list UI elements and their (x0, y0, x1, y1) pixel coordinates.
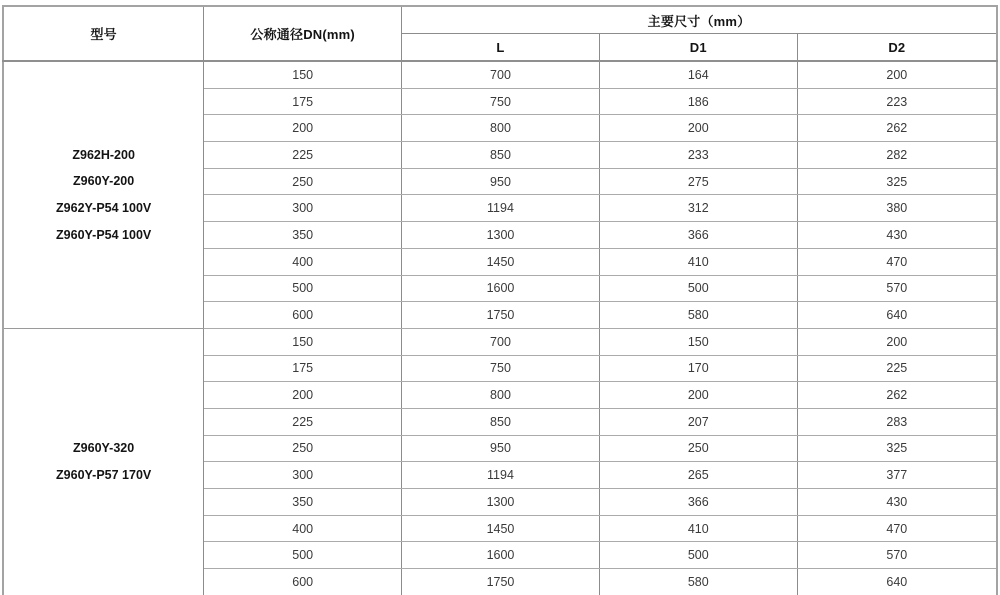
dn-cell: 600 (204, 302, 402, 329)
d2-cell: 325 (797, 168, 997, 195)
l-cell: 1600 (402, 542, 600, 569)
dn-cell: 150 (204, 61, 402, 88)
l-cell: 850 (402, 142, 600, 169)
dn-cell: 225 (204, 142, 402, 169)
dn-cell: 350 (204, 222, 402, 249)
d1-cell: 312 (599, 195, 797, 222)
d2-cell: 282 (797, 142, 997, 169)
d1-cell: 410 (599, 248, 797, 275)
l-cell: 700 (402, 61, 600, 88)
col-header-dn: 公称通径DN(mm) (204, 6, 402, 61)
d2-cell: 262 (797, 115, 997, 142)
d1-cell: 250 (599, 435, 797, 462)
data-row (3, 328, 997, 355)
d1-cell: 265 (599, 462, 797, 489)
d1-cell: 200 (599, 382, 797, 409)
model-cell-group-1 (3, 61, 204, 328)
d2-cell: 223 (797, 88, 997, 115)
d1-cell: 233 (599, 142, 797, 169)
dn-cell: 350 (204, 489, 402, 516)
d2-cell: 283 (797, 408, 997, 435)
header-row-1 (3, 6, 997, 34)
col-header-d2: D2 (797, 34, 997, 62)
d2-cell: 570 (797, 542, 997, 569)
dn-cell: 300 (204, 462, 402, 489)
d2-cell: 570 (797, 275, 997, 302)
dn-cell: 400 (204, 248, 402, 275)
dn-cell: 250 (204, 168, 402, 195)
valve-dimensions-table (2, 5, 998, 595)
col-header-d1: D1 (599, 34, 797, 62)
d2-cell: 640 (797, 569, 997, 595)
d2-cell: 430 (797, 222, 997, 249)
data-row (3, 61, 997, 88)
d1-cell: 186 (599, 88, 797, 115)
d2-cell: 470 (797, 248, 997, 275)
l-cell: 950 (402, 435, 600, 462)
d2-cell: 430 (797, 489, 997, 516)
d1-cell: 200 (599, 115, 797, 142)
dn-cell: 200 (204, 382, 402, 409)
l-cell: 1750 (402, 569, 600, 595)
d2-cell: 377 (797, 462, 997, 489)
spec-table-container (2, 5, 998, 595)
dn-cell: 300 (204, 195, 402, 222)
table-body (3, 61, 997, 595)
dn-cell: 500 (204, 542, 402, 569)
model-cell-group-2 (3, 328, 204, 595)
dn-cell: 225 (204, 408, 402, 435)
l-cell: 850 (402, 408, 600, 435)
d2-cell: 325 (797, 435, 997, 462)
dn-cell: 175 (204, 355, 402, 382)
d1-cell: 580 (599, 302, 797, 329)
d1-cell: 164 (599, 61, 797, 88)
dn-cell: 400 (204, 515, 402, 542)
col-header-l: L (402, 34, 600, 62)
l-cell: 1450 (402, 248, 600, 275)
dn-cell: 600 (204, 569, 402, 595)
model-name: Z960Y-200 (73, 174, 135, 189)
d2-cell: 640 (797, 302, 997, 329)
l-cell: 1600 (402, 275, 600, 302)
l-cell: 800 (402, 382, 600, 409)
d1-cell: 150 (599, 328, 797, 355)
dn-cell: 150 (204, 328, 402, 355)
col-header-model: 型号 (3, 6, 204, 61)
l-cell: 1194 (402, 195, 600, 222)
l-cell: 1750 (402, 302, 600, 329)
model-name: Z960Y-P57 170V (56, 467, 152, 482)
l-cell: 950 (402, 168, 600, 195)
d1-cell: 580 (599, 569, 797, 595)
l-cell: 1194 (402, 462, 600, 489)
d1-cell: 366 (599, 489, 797, 516)
l-cell: 800 (402, 115, 600, 142)
dn-cell: 200 (204, 115, 402, 142)
l-cell: 700 (402, 328, 600, 355)
d1-cell: 410 (599, 515, 797, 542)
dn-cell: 175 (204, 88, 402, 115)
d1-cell: 366 (599, 222, 797, 249)
dn-cell: 250 (204, 435, 402, 462)
d1-cell: 170 (599, 355, 797, 382)
model-name: Z962Y-P54 100V (56, 200, 152, 215)
d2-cell: 200 (797, 61, 997, 88)
d2-cell: 262 (797, 382, 997, 409)
l-cell: 1300 (402, 222, 600, 249)
l-cell: 750 (402, 88, 600, 115)
d2-cell: 380 (797, 195, 997, 222)
l-cell: 1450 (402, 515, 600, 542)
model-name: Z960Y-P54 100V (56, 227, 152, 242)
col-header-dims: 主要尺寸（mm） (402, 6, 997, 34)
dn-cell: 500 (204, 275, 402, 302)
d2-cell: 225 (797, 355, 997, 382)
d1-cell: 207 (599, 408, 797, 435)
model-name: Z962H-200 (72, 147, 135, 162)
d1-cell: 500 (599, 542, 797, 569)
d1-cell: 500 (599, 275, 797, 302)
model-name: Z960Y-320 (73, 441, 135, 456)
d2-cell: 470 (797, 515, 997, 542)
d2-cell: 200 (797, 328, 997, 355)
l-cell: 1300 (402, 489, 600, 516)
d1-cell: 275 (599, 168, 797, 195)
table-header (3, 6, 997, 61)
l-cell: 750 (402, 355, 600, 382)
